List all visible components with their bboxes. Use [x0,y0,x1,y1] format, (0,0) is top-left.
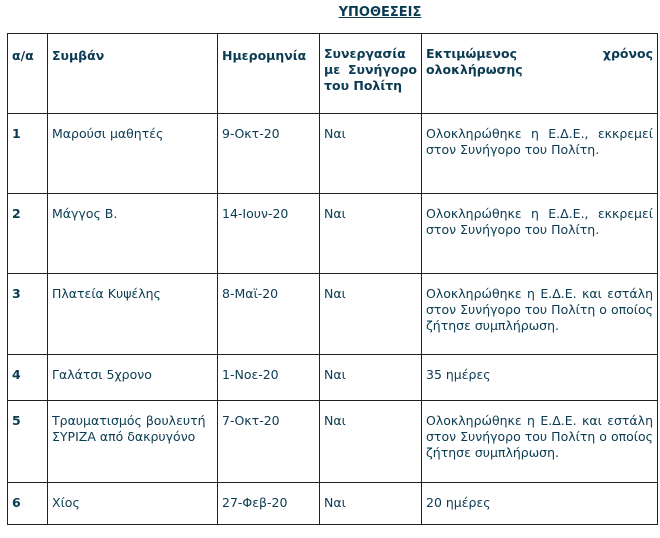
row-status: 20 ημέρες [422,483,658,525]
table-row [8,401,658,483]
row-num: 3 [8,274,48,355]
row-date: 1-Νοε-20 [218,355,320,401]
header-estimated-time-b: χρόνος [602,46,653,61]
row-status: Ολοκληρώθηκε η Ε.Δ.Ε., εκκρεμεί στον Συνήγορο του Πολίτη. [422,114,658,194]
row-event: Τραυματισμός βουλευτή ΣΥΡΙΖΑ από δακρυγόνο [48,401,218,483]
table-row [8,114,658,194]
row-event: Πλατεία Κυψέλης [48,274,218,355]
table-header-row [8,34,658,114]
row-cooperation: Ναι [320,355,422,401]
table-row [8,355,658,401]
row-status: Ολοκληρώθηκε η Ε.Δ.Ε., εκκρεμεί στον Συνήγορο του Πολίτη. [422,194,658,274]
row-event: Μάγγος Β. [48,194,218,274]
row-event: Μαρούσι μαθητές [48,114,218,194]
row-cooperation: Ναι [320,194,422,274]
row-num: 1 [8,114,48,194]
header-estimated-time-a: Εκτιμώμενος [426,46,517,61]
header-cooperation: Συνεργασία με Συνήγορο του Πολίτη [320,34,422,114]
header-num: α/α [8,34,48,114]
row-date: 8-Μαϊ-20 [218,274,320,355]
row-event: Γαλάτσι 5χρονο [48,355,218,401]
row-status: Ολοκληρώθηκε η Ε.Δ.Ε. και εστάλη στον Συνήγορο του Πολίτη ο οποίος ζήτησε συμπλήρωση. [422,401,658,483]
table-row [8,483,658,525]
row-num: 5 [8,401,48,483]
row-event: Χίος [48,483,218,525]
table-row [8,194,658,274]
row-date: 9-Οκτ-20 [218,114,320,194]
row-num: 2 [8,194,48,274]
row-date: 27-Φεβ-20 [218,483,320,525]
row-cooperation: Ναι [320,114,422,194]
row-cooperation: Ναι [320,274,422,355]
row-date: 14-Ιουν-20 [218,194,320,274]
document-title: ΥΠΟΘΕΣΕΙΣ [338,5,422,20]
header-estimated-time-c: ολοκλήρωσης [426,62,523,77]
row-num: 6 [8,483,48,525]
cases-table [7,33,658,525]
row-num: 4 [8,355,48,401]
row-status: Ολοκληρώθηκε η Ε.Δ.Ε. και εστάλη στον Συνήγορο του Πολίτη ο οποίος ζήτησε συμπλήρωση. [422,274,658,355]
table-row [8,274,658,355]
header-date: Ημερομηνία [218,34,320,114]
row-cooperation: Ναι [320,401,422,483]
row-cooperation: Ναι [320,483,422,525]
row-date: 7-Οκτ-20 [218,401,320,483]
header-event: Συμβάν [48,34,218,114]
row-status: 35 ημέρες [422,355,658,401]
header-estimated-time [422,34,658,114]
